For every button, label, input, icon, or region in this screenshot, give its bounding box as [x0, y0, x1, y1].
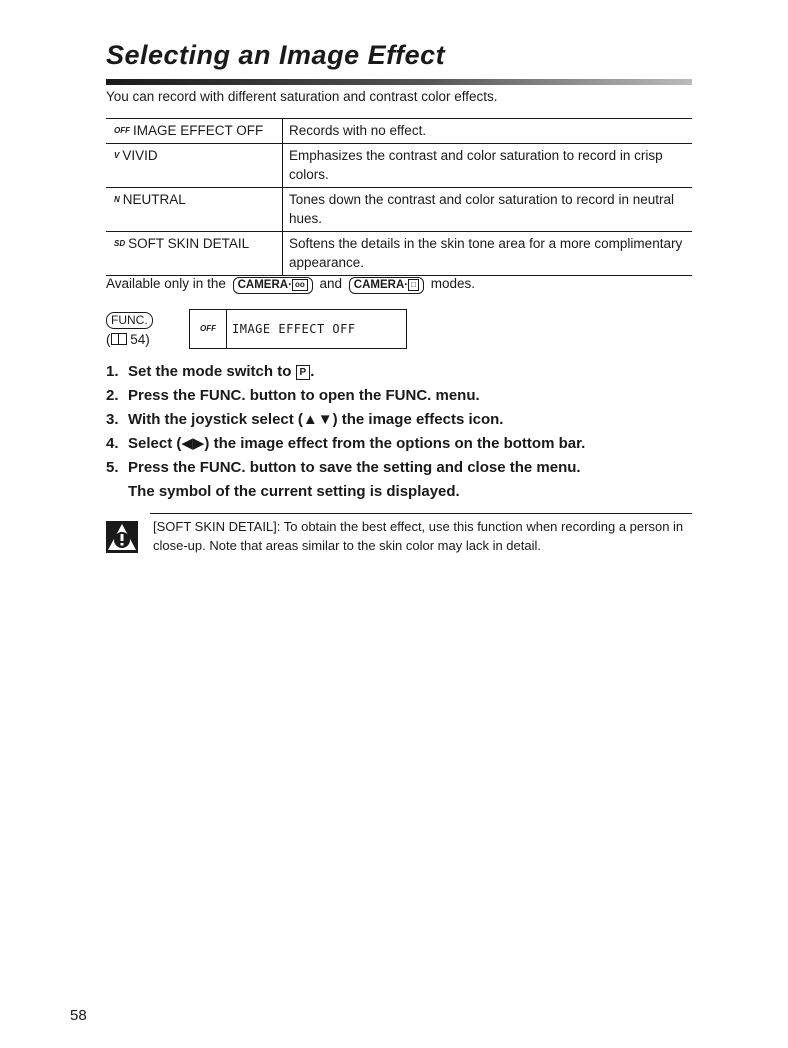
- soft-skin-detail-icon: SD: [114, 239, 126, 248]
- menu-display-text: IMAGE EFFECT OFF: [232, 322, 356, 336]
- list-item: 3. With the joystick select (▲▼) the image effects icon.: [106, 411, 504, 428]
- availability-suffix: modes.: [430, 276, 475, 291]
- intro-text: You can record with different saturation and contrast color effects.: [106, 89, 498, 104]
- list-item: 2. Press the FUNC. button to open the FUNC. menu.: [106, 387, 480, 404]
- page-title: Selecting an Image Effect: [106, 40, 446, 70]
- availability-note: [106, 276, 475, 294]
- image-effect-off-icon: OFF: [190, 310, 227, 348]
- option-label: NEUTRAL: [122, 192, 186, 207]
- availability-prefix: Available only in the: [106, 276, 226, 291]
- title-underline: [106, 79, 692, 85]
- option-description: Softens the details in the skin tone area for a more complimentary appearance.: [283, 232, 693, 276]
- option-label: SOFT SKIN DETAIL: [128, 236, 250, 251]
- image-effect-off-icon: OFF: [114, 126, 130, 135]
- table-row: [106, 119, 692, 144]
- table-row: [106, 232, 692, 276]
- page-number: 58: [70, 1007, 87, 1024]
- list-item: 1. Set the mode switch to P .: [106, 363, 315, 380]
- caution-divider: [150, 513, 692, 514]
- tape-icon: oo: [292, 279, 308, 291]
- availability-conj: and: [319, 276, 343, 291]
- option-description: Tones down the contrast and color saturation to record in neutral hues.: [283, 188, 693, 232]
- card-icon: □: [408, 279, 419, 291]
- menu-display-box: [189, 309, 407, 349]
- caution-text: [SOFT SKIN DETAIL]: To obtain the best effect, use this function when recording a person in close-up. Note that areas similar to the skin color may lack in detail.: [153, 519, 684, 553]
- option-description: Records with no effect.: [283, 119, 693, 144]
- caution-icon: [106, 521, 138, 553]
- table-row: [106, 188, 692, 232]
- option-label: VIVID: [122, 148, 158, 163]
- list-item: 5. Press the FUNC. button to save the setting and close the menu.: [106, 459, 581, 476]
- program-mode-icon: P: [296, 365, 311, 380]
- table-row: [106, 144, 692, 188]
- list-item: 4. Select (◀▶) the image effect from the options on the bottom bar.: [106, 435, 586, 452]
- func-button-symbol: FUNC.: [106, 312, 153, 329]
- option-label: IMAGE EFFECT OFF: [133, 123, 264, 138]
- page-reference: ( 54): [106, 332, 150, 347]
- image-effects-table: [106, 118, 692, 276]
- procedure-steps: [106, 360, 692, 504]
- neutral-effect-icon: N: [114, 195, 120, 204]
- book-icon: [111, 333, 127, 345]
- step-note: The symbol of the current setting is displayed.: [128, 483, 460, 500]
- option-description: Emphasizes the contrast and color saturation to record in crisp colors.: [283, 144, 693, 188]
- camera-tape-mode-badge: CAMERA· oo: [233, 277, 313, 294]
- camera-card-mode-badge: CAMERA· □: [349, 277, 424, 294]
- vivid-effect-icon: V: [114, 151, 120, 160]
